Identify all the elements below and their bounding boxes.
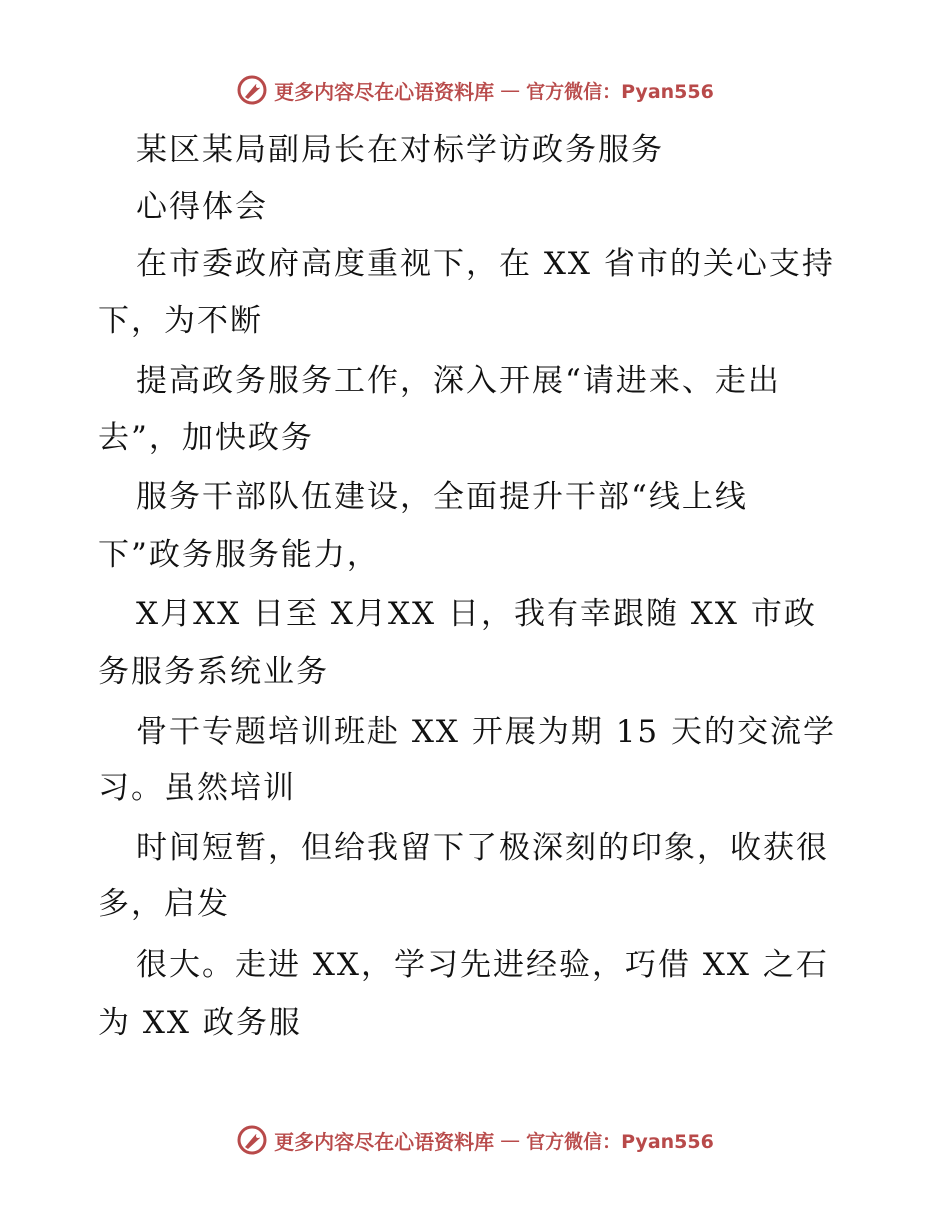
paragraph-line: 在市委政府高度重视下，在 XX 省市的关心支持 bbox=[136, 246, 835, 282]
watermark-contact: 官方微信：Pyan556 bbox=[526, 80, 714, 103]
pen-nib-logo-icon bbox=[236, 74, 268, 106]
watermark-contact: 官方微信：Pyan556 bbox=[526, 1130, 714, 1153]
footer-watermark bbox=[0, 1120, 950, 1160]
watermark-separator: — bbox=[500, 1128, 521, 1152]
paragraph-line: 多，启发 bbox=[98, 886, 230, 922]
paragraph-line: 提高政务服务工作，深入开展“请进来、走出 bbox=[136, 363, 781, 399]
pen-nib-logo-icon bbox=[236, 1124, 268, 1156]
paragraph-line: 下”政务服务能力， bbox=[98, 537, 380, 573]
paragraph-line: 为 XX 政务服 bbox=[98, 1005, 302, 1041]
paragraph-line: 很大。走进 XX，学习先进经验，巧借 XX 之石 bbox=[136, 947, 829, 983]
paragraph-line: 时间短暂，但给我留下了极深刻的印象，收获很 bbox=[136, 830, 829, 866]
header-watermark bbox=[0, 70, 950, 110]
paragraph-line: 骨干专题培训班赴 XX 开展为期 15 天的交流学 bbox=[136, 714, 836, 750]
paragraph-line: 务服务系统业务 bbox=[98, 654, 329, 690]
title-line-1: 某区某局副局长在对标学访政务服务 bbox=[136, 132, 664, 168]
paragraph-line: X月XX 日至 X月XX 日，我有幸跟随 XX 市政 bbox=[136, 596, 817, 632]
paragraph-line: 习。虽然培训 bbox=[98, 770, 296, 806]
title-line-2: 心得体会 bbox=[136, 189, 268, 225]
watermark-text: 更多内容尽在心语资料库 bbox=[274, 1129, 495, 1154]
paragraph-line: 服务干部队伍建设，全面提升干部“线上线 bbox=[136, 479, 748, 515]
watermark-separator: — bbox=[500, 78, 521, 102]
paragraph-line: 下，为不断 bbox=[98, 303, 263, 339]
watermark-text: 更多内容尽在心语资料库 bbox=[274, 79, 495, 104]
paragraph-line: 去”，加快政务 bbox=[98, 420, 314, 456]
